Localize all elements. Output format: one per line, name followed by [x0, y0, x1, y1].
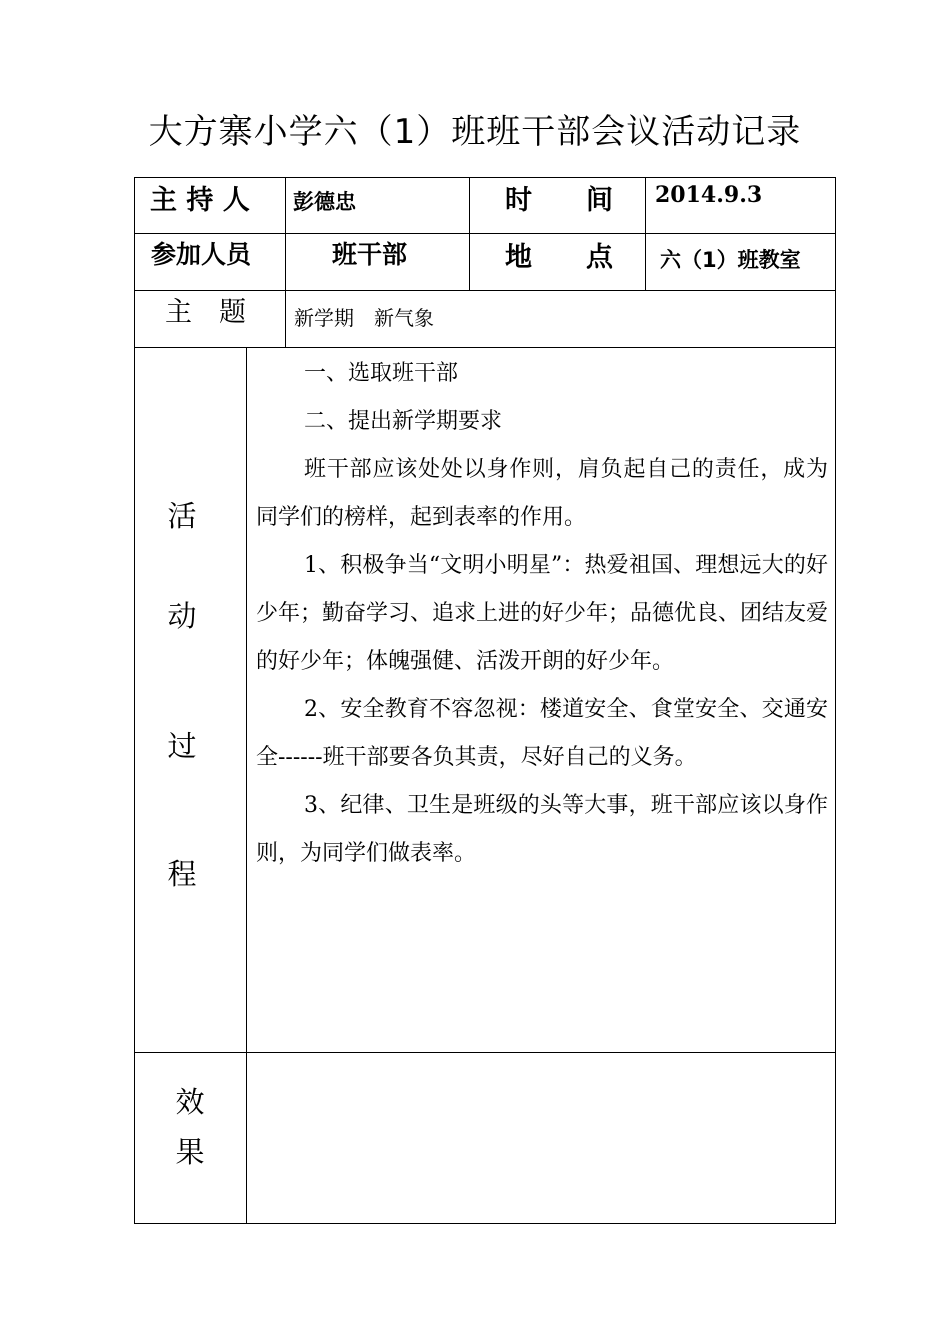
time-label: 时 间	[505, 185, 613, 216]
process-label-char: 活	[167, 499, 197, 533]
table-divider	[134, 233, 836, 234]
time-value: 2014.9.3	[655, 182, 763, 208]
process-item: 一、选取班干部	[304, 361, 459, 386]
process-paragraph: 2、安全教育不容忽视：楼道安全、食堂安全、交通安全------班干部要各负其责，尽好自己的义务。	[256, 697, 828, 770]
document-title: 大方寨小学六（1）班班干部会议活动记录	[148, 112, 802, 152]
table-border-right	[835, 177, 836, 1224]
table-divider	[246, 347, 247, 1224]
table-divider	[134, 1052, 836, 1053]
place-label: 地 点	[505, 242, 613, 273]
topic-value: 新学期 新气象	[294, 306, 434, 330]
process-paragraph: 1、积极争当“文明小明星”：热爱祖国、理想远大的好少年；勤奋学习、追求上进的好少年；品德优良、团结友爱的好少年；体魄强健、活泼开朗的好少年。	[256, 553, 829, 674]
table-divider	[469, 177, 470, 291]
host-label: 主 持 人	[150, 185, 250, 216]
topic-label: 主 题	[165, 297, 246, 328]
effect-label-char: 果	[175, 1135, 205, 1169]
table-divider	[285, 177, 286, 348]
process-label-char: 过	[167, 729, 197, 763]
table-border-bottom	[134, 1223, 836, 1224]
process-label-char: 程	[167, 857, 197, 891]
table-divider	[134, 347, 836, 348]
place-value: 六（1）班教室	[660, 248, 801, 272]
effect-label-char: 效	[175, 1085, 205, 1119]
process-item: 二、提出新学期要求	[304, 409, 503, 434]
process-paragraph: 班干部应该处处以身作则，肩负起自己的责任，成为同学们的榜样，起到表率的作用。	[256, 457, 828, 530]
participants-value: 班干部	[332, 240, 408, 269]
process-paragraph: 3、纪律、卫生是班级的头等大事，班干部应该以身作则，为同学们做表率。	[256, 793, 828, 866]
participants-label: 参加人员	[151, 240, 252, 269]
table-border-left	[134, 177, 135, 1224]
process-label-char: 动	[167, 599, 197, 633]
host-value: 彭德忠	[293, 190, 356, 214]
table-divider	[645, 177, 646, 291]
